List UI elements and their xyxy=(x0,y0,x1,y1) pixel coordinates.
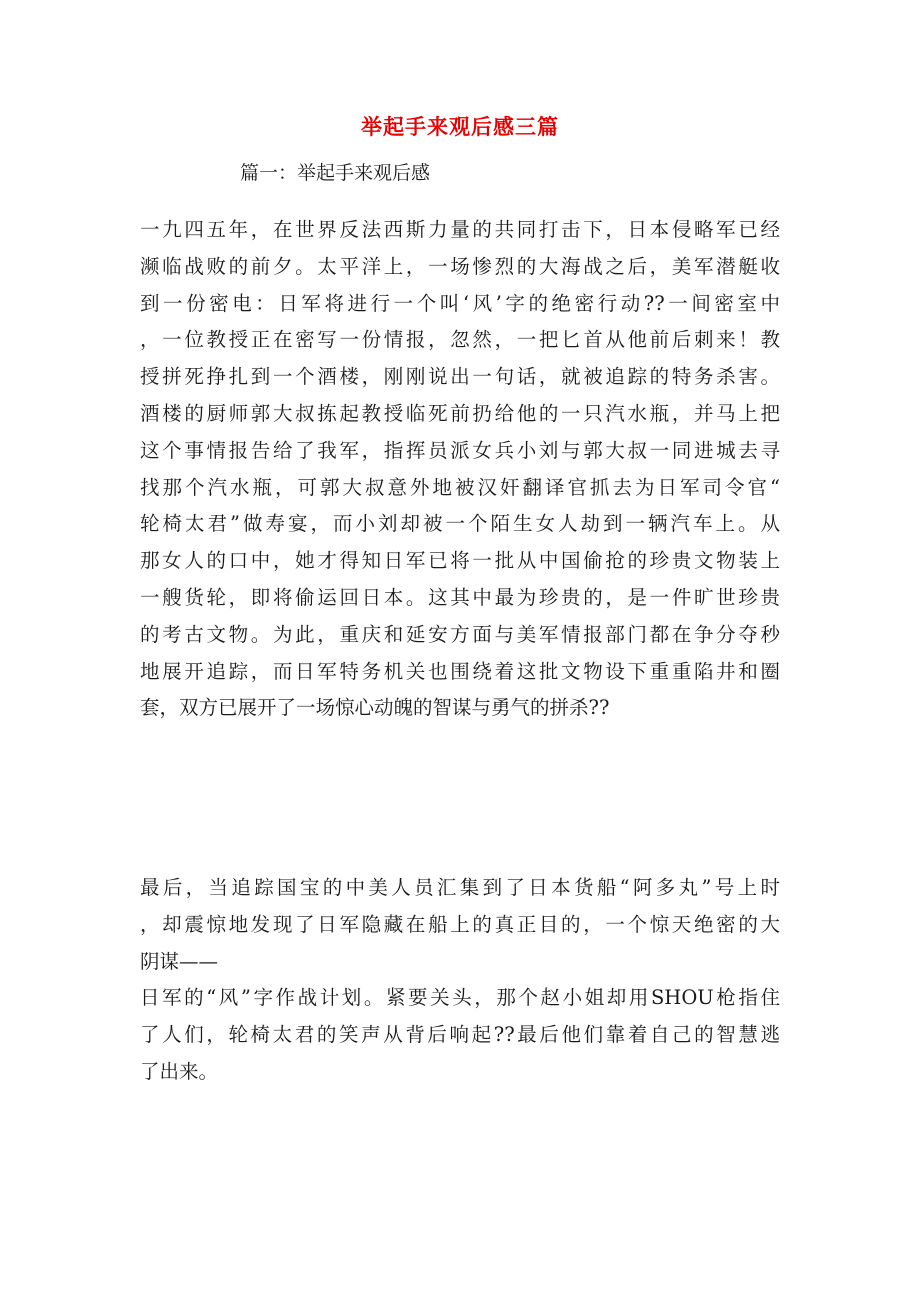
text-line: 轮椅太君”做寿宴，而小刘却被一个陌生女人劫到一辆汽车上。从 xyxy=(140,512,780,536)
document-subtitle: 篇一：举起手来观后感 xyxy=(240,162,431,184)
text-line: 授拼死挣扎到一个酒楼，刚刚说出一句话，就被追踪的特务杀害。 xyxy=(140,365,780,389)
text-line: 最后，当追踪国宝的中美人员汇集到了日本货船“阿多丸”号上时 xyxy=(140,876,780,899)
text-line: 一九四五年，在世界反法西斯力量的共同打击下，日本侵略军已经 xyxy=(140,218,780,241)
text-line: 阴谋—— xyxy=(140,949,219,973)
text-line: 找那个汽水瓶，可郭大叔意外地被汉奸翻译官抓去为日军司令官“ xyxy=(140,475,780,499)
paragraph-1 xyxy=(140,212,780,727)
text-line: 地展开追踪，而日军特务机关也围绕着这批文物设下重重陷井和圈 xyxy=(140,659,780,683)
text-line: 一艘货轮，即将偷运回日本。这其中最为珍贵的，是一件旷世珍贵 xyxy=(140,585,780,609)
text-line: ，却震惊地发现了日军隐藏在船上的真正目的，一个惊天绝密的大 xyxy=(140,912,780,936)
text-line: 酒楼的厨师郭大叔拣起教授临死前扔给他的一只汽水瓶，并马上把 xyxy=(140,401,780,425)
text-line: 那女人的口中，她才得知日军已将一批从中国偷抢的珍贵文物装上 xyxy=(140,549,780,573)
text-line: ，一位教授正在密写一份情报，忽然，一把匕首从他前后刺来！教 xyxy=(140,328,780,352)
text-line: 濒临战败的前夕。太平洋上，一场惨烈的大海战之后，美军潜艇收 xyxy=(140,254,780,278)
text-line: 到一份密电：日军将进行一个叫‘风’字的绝密行动??一间密室中 xyxy=(140,291,780,315)
text-line: 日军的“风”字作战计划。紧要关头，那个赵小姐却用SHOU枪指住 xyxy=(140,986,780,1010)
text-line: 这个事情报告给了我军，指挥员派女兵小刘与郭大叔一同进城去寻 xyxy=(140,438,780,462)
text-line: 了人们，轮椅太君的笑声从背后响起??最后他们靠着自己的智慧逃 xyxy=(140,1023,780,1047)
text-line: 套，双方已展开了一场惊心动魄的智谋与勇气的拼杀?? xyxy=(140,696,610,720)
document-title: 举起手来观后感三篇 xyxy=(361,114,559,139)
text-line: 了出来。 xyxy=(140,1059,219,1083)
text-line: 的考古文物。为此，重庆和延安方面与美军情报部门都在争分夺秒 xyxy=(140,622,780,646)
paragraph-2 xyxy=(140,870,780,1091)
